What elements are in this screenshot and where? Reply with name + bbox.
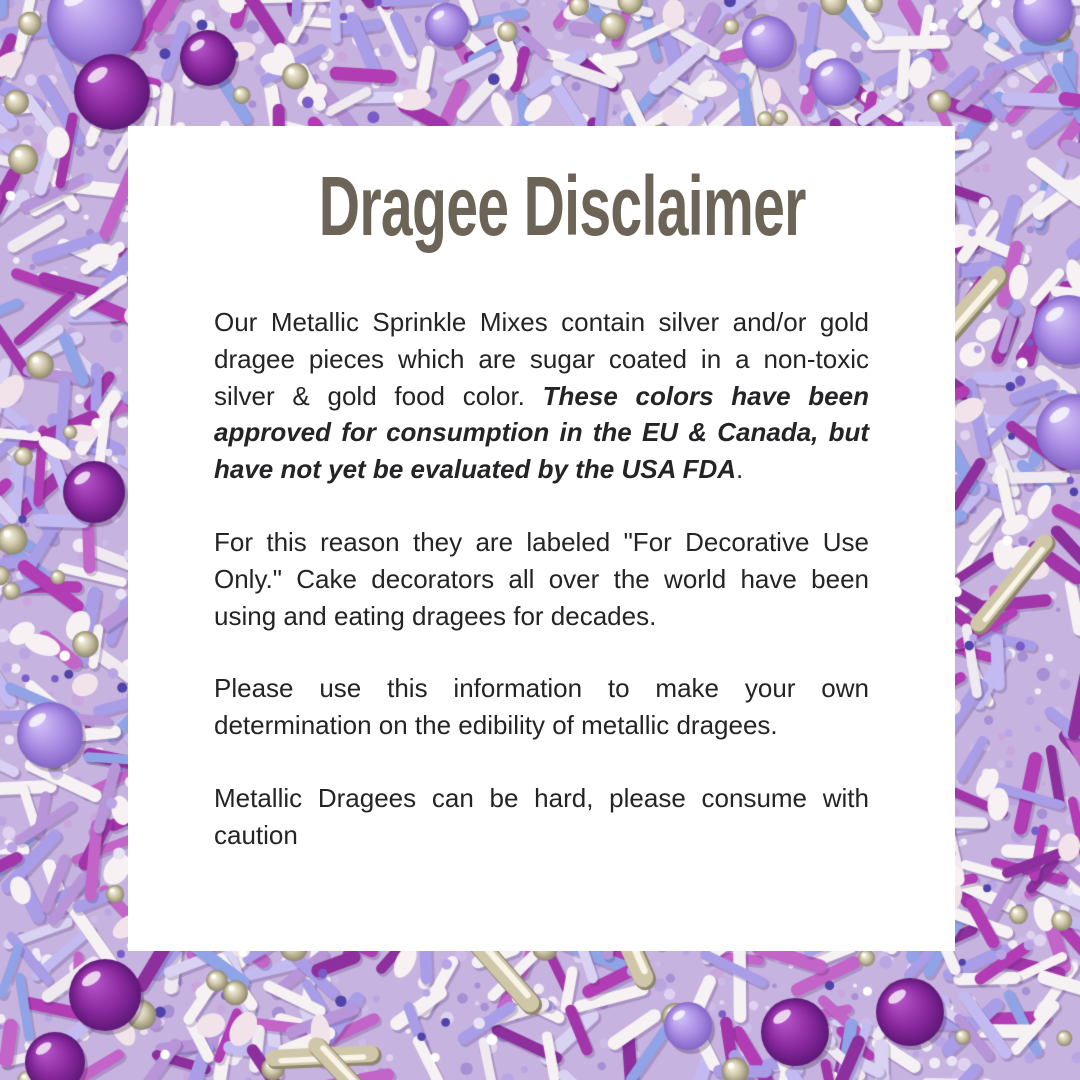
disclaimer-paragraph: [214, 304, 869, 488]
disclaimer-text-segment: .: [736, 454, 744, 485]
disclaimer-body: [214, 304, 869, 854]
disclaimer-card: [128, 126, 955, 951]
disclaimer-text-segment: For this reason they are labeled "For Decorative Use Only." Cake decorators all over the world have been using and eating dragees for decades.: [214, 526, 869, 631]
disclaimer-text-segment: Please use this information to make your own determination on the edibility of metallic dragees.: [214, 673, 869, 741]
disclaimer-paragraph: [214, 780, 869, 854]
disclaimer-text-segment: These colors have been approved for consumption in the EU & Canada, but have not yet be evaluated by the USA FDA: [214, 380, 869, 485]
disclaimer-paragraph: [214, 524, 869, 634]
disclaimer-paragraph: [214, 670, 869, 744]
disclaimer-text-segment: Metallic Dragees can be hard, please consume with caution: [214, 782, 869, 850]
disclaimer-text-segment: Our Metallic Sprinkle Mixes contain silver and/or gold dragee pieces which are sugar coated in a non-toxic silver & gold food color.: [214, 307, 869, 411]
disclaimer-title: Dragee Disclaimer: [318, 159, 806, 253]
